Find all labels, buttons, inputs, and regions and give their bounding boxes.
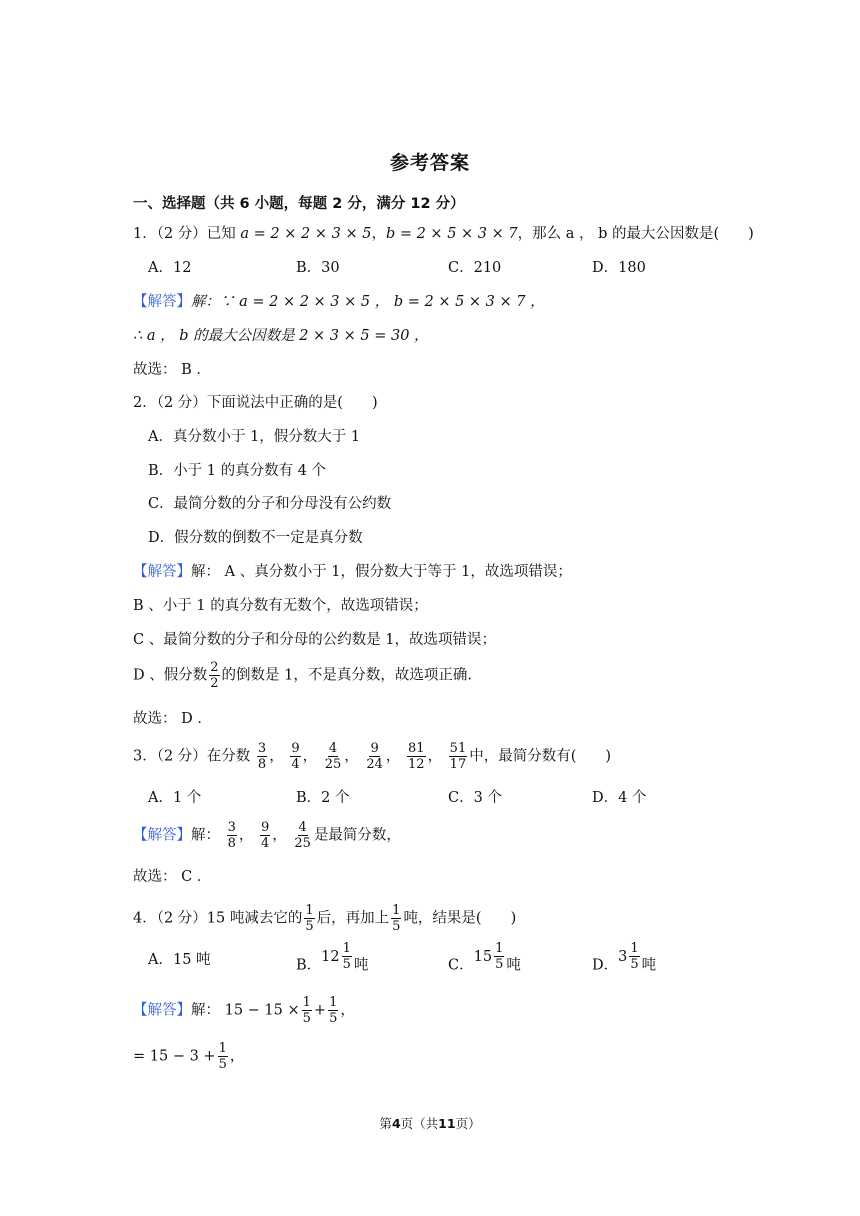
fraction-numerator: 1 (342, 941, 351, 956)
q4-answer-1-mid: + (313, 1002, 327, 1019)
fraction-denominator: 8 (257, 757, 267, 772)
fraction-denominator: 5 (392, 919, 401, 934)
mixed-number (321, 941, 354, 972)
q4-answer-2-pre: = 15 − 3 + (133, 1048, 216, 1065)
q3-choice: 故选： C ． (133, 869, 212, 885)
fraction (342, 941, 352, 972)
fraction (324, 741, 343, 772)
q4-stem (133, 903, 516, 934)
fraction-denominator: 12 (408, 757, 425, 772)
fraction (227, 820, 237, 851)
fraction-numerator: 1 (218, 1041, 227, 1056)
fraction (407, 741, 426, 772)
fraction (629, 941, 639, 972)
mixed-number (474, 941, 507, 972)
fraction-denominator: 5 (342, 957, 351, 972)
fraction (302, 995, 312, 1026)
fraction-denominator: 2 (210, 676, 219, 691)
q1-option-a: A．12 (148, 260, 192, 276)
page-title: 参考答案 (389, 152, 470, 174)
q3-stem-pre: 3．（2 分）在分数 (133, 748, 251, 765)
fraction-denominator: 4 (261, 836, 270, 851)
q1-option-b: B．30 (296, 260, 340, 276)
q2-answer-line-b: B 、小于 1 的真分数有无数个，故选项错误； (133, 598, 428, 614)
fraction (260, 820, 270, 851)
q4-stem-pre: 4．（2 分）15 吨减去它的 (133, 910, 303, 927)
option-unit: 吨 (506, 957, 521, 974)
q3-option-c: C．3 个 (448, 790, 502, 806)
q4-stem-mid: 后，再加上 (316, 910, 390, 927)
fraction (290, 741, 300, 772)
q4-option-a: A．15 吨 (148, 952, 211, 968)
q1-stem-tail: ，那么 a ， b 的最大公因数是( ) (517, 226, 754, 242)
fraction-denominator: 5 (329, 1011, 338, 1026)
q4-answer-1-post: ， (340, 1002, 355, 1019)
q4-answer-tag: 【解答】 (133, 1002, 191, 1019)
q1-answer-tag: 【解答】 (133, 294, 191, 310)
fraction (293, 820, 312, 851)
footer-suffix: 页） (455, 1116, 481, 1131)
fraction (218, 1041, 228, 1072)
q2-answer-d-pre: D 、假分数 (133, 667, 208, 684)
fraction-numerator: 3 (227, 820, 236, 835)
fraction (257, 741, 267, 772)
fraction (449, 741, 468, 772)
fraction (391, 903, 401, 934)
q2-option-b: B．小于 1 的真分数有 4 个 (148, 463, 327, 479)
q3-answer-post: 是最简分数， (313, 827, 401, 844)
q3-stem: 3．（2 分）在分数 $\frac{3}{8}$ ， $\frac{9}{4}$ ， $\frac{4}{25}$ ， $\frac{9}{24}$ ， $\frac{81}{12}$ ， $\frac{51}{17}$ 中，最简分数有( ) (133, 741, 612, 772)
q1-option-c: C．210 (448, 260, 502, 276)
q1-choice: 故选： B ． (133, 362, 211, 378)
q1-answer-line-2: ∴ a ， b 的最大公因数是 2 × 3 × 5 = 30 ， (133, 328, 429, 344)
fraction-numerator: 81 (408, 741, 425, 756)
fraction (328, 995, 338, 1026)
fraction (365, 741, 384, 772)
fraction (494, 941, 504, 972)
fraction-denominator: 8 (227, 836, 236, 851)
q2-option-a: A．真分数小于 1，假分数大于 1 (148, 429, 361, 445)
q4-option-b (296, 941, 369, 981)
option-unit: 吨 (641, 957, 657, 974)
fraction-numerator: 1 (305, 903, 314, 918)
fraction (304, 903, 314, 934)
page-footer (0, 1114, 860, 1132)
fraction-numerator: 4 (298, 820, 307, 835)
option-label: B． (296, 957, 322, 974)
fraction (209, 660, 219, 691)
q2-answer-line-c: C 、最简分数的分子和分母的公约数是 1，故选项错误； (133, 632, 497, 648)
fraction-denominator: 17 (449, 757, 467, 772)
fraction-denominator: 5 (218, 1057, 227, 1072)
fraction-denominator: 24 (366, 757, 383, 772)
fraction-denominator: 5 (305, 919, 314, 934)
fraction-denominator: 25 (324, 757, 342, 772)
q4-answer-line-2 (133, 1041, 244, 1072)
mixed-whole: 12 (321, 948, 340, 965)
q3-option-a: A．1 个 (148, 790, 202, 806)
q2-answer-tag: 【解答】 (133, 564, 191, 580)
fraction-denominator: 5 (630, 957, 639, 972)
option-label: C． (448, 957, 474, 974)
fraction-numerator: 1 (630, 941, 639, 956)
q4-option-c (448, 941, 521, 981)
q3-option-d: D．4 个 (592, 790, 647, 806)
current-page-number: 4 (391, 1116, 401, 1131)
mixed-whole: 3 (618, 948, 628, 965)
q1-number: 1．（2 分）已知 (133, 226, 236, 242)
fraction-numerator: 1 (495, 941, 504, 956)
q3-stem-post: 中，最简分数有( ) (469, 748, 612, 765)
q4-answer-2-post: ， (229, 1048, 245, 1065)
q4-stem-post: 吨，结果是( ) (403, 910, 517, 927)
footer-middle: 页（共 (400, 1116, 439, 1131)
fraction-denominator: 4 (291, 757, 300, 772)
fraction-numerator: 9 (370, 741, 379, 756)
fraction-numerator: 9 (291, 741, 300, 756)
q1-a-expression: a = 2 × 2 × 3 × 5 (240, 226, 372, 242)
q3-answer-line: 【解答】解： $\frac{3}{8}$ ， $\frac{9}{4}$ ， $\frac{4}{25}$ 是最简分数， (133, 820, 401, 851)
fraction-numerator: 1 (302, 995, 311, 1010)
q4-answer-1-pre: 解： 15 − 15 × (191, 1002, 300, 1019)
q3-option-b: B．2 个 (296, 790, 350, 806)
q1-answer-text-1: 解：∵ a = 2 × 2 × 3 × 5 ， b = 2 × 5 × 3 × 7 ， (191, 294, 545, 310)
fraction-numerator: 9 (261, 820, 270, 835)
fraction-numerator: 2 (210, 660, 219, 675)
fraction-denominator: 25 (294, 836, 311, 851)
q1-stem (133, 224, 754, 244)
mixed-whole: 15 (473, 948, 493, 965)
fraction-denominator: 5 (302, 1011, 311, 1026)
q2-option-c: C．最简分数的分子和分母没有公约数 (148, 496, 392, 512)
fraction-numerator: 51 (449, 741, 467, 756)
fraction-numerator: 3 (257, 741, 267, 756)
q2-answer-line-a (133, 562, 572, 582)
q2-stem: 2．（2 分）下面说法中正确的是( ) (133, 395, 378, 411)
q2-answer-line-d (133, 660, 472, 691)
fraction-numerator: 1 (329, 995, 338, 1010)
q4-option-d (592, 941, 657, 981)
option-label: D． (592, 957, 619, 974)
footer-prefix: 第 (379, 1116, 392, 1131)
q1-separator: ， (371, 226, 386, 242)
q2-option-d: D．假分数的倒数不一定是真分数 (148, 530, 363, 546)
q4-answer-line-1 (133, 995, 355, 1026)
q3-answer-tag: 【解答】 (133, 827, 191, 844)
fraction-denominator: 5 (495, 957, 504, 972)
q3-answer-pre: 解： (191, 827, 220, 844)
total-page-count: 11 (438, 1116, 456, 1131)
fraction-numerator: 1 (392, 903, 401, 918)
q1-b-expression: b = 2 × 5 × 3 × 7 (385, 226, 518, 242)
fraction-numerator: 4 (328, 741, 338, 756)
q2-answer-text-a: 解： A 、真分数小于 1，假分数大于等于 1，故选项错误； (191, 564, 572, 580)
q1-option-d: D．180 (592, 260, 646, 276)
q2-answer-d-post: 的倒数是 1，不是真分数，故选项正确. (221, 667, 472, 684)
mixed-number (618, 941, 642, 972)
q2-choice: 故选： D ． (133, 711, 212, 727)
section-heading: 一、选择题（共 6 小题，每题 2 分，满分 12 分） (133, 196, 465, 212)
q1-answer-line-1 (133, 292, 545, 312)
option-unit: 吨 (353, 957, 369, 974)
